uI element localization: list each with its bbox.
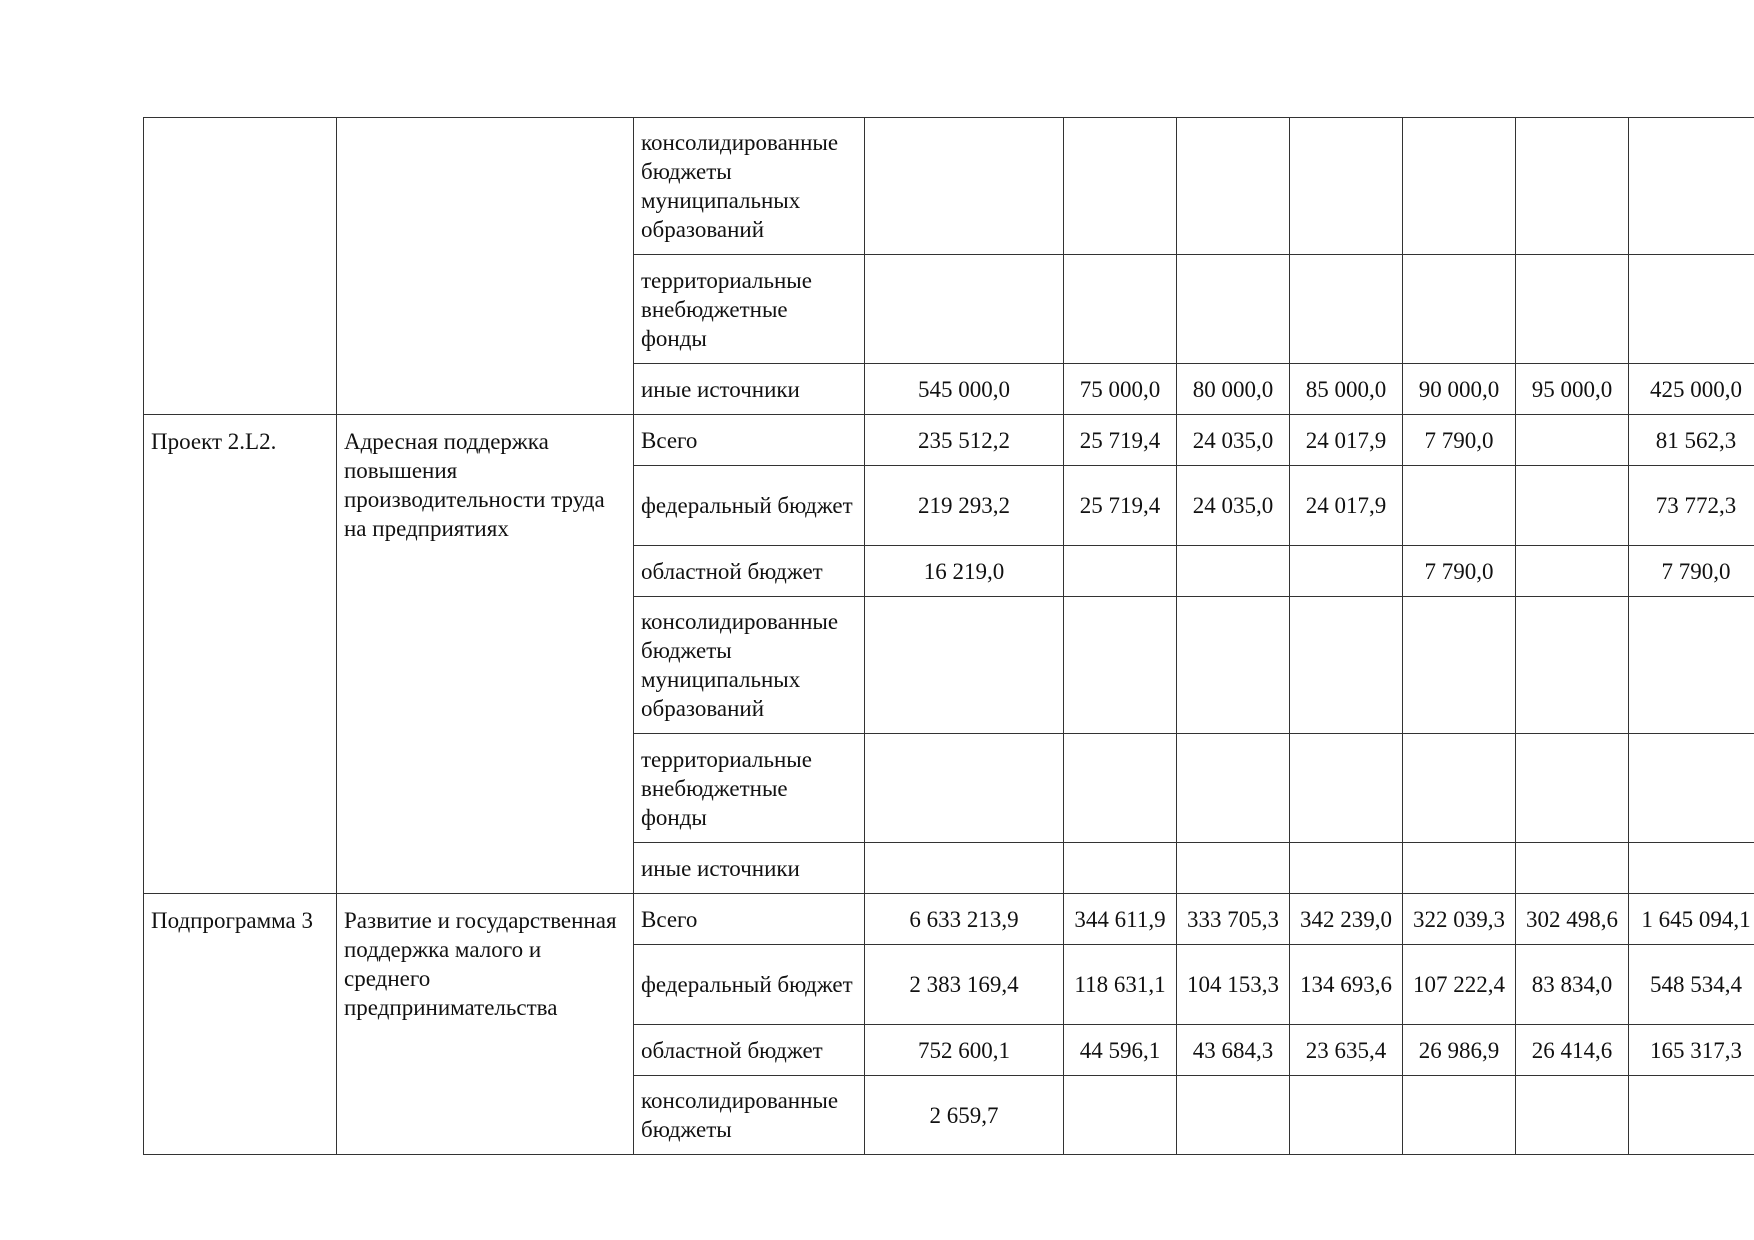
value-cell: 24 035,0 (1177, 466, 1290, 546)
value-cell (865, 118, 1064, 255)
project-name-cell: Адресная поддержка повышения производительности труда на предприятиях (337, 415, 634, 894)
value-cell (1064, 546, 1177, 597)
value-cell: 81 562,3 (1629, 415, 1754, 466)
value-cell: 83 834,0 (1516, 945, 1629, 1025)
value-cell: 26 986,9 (1403, 1025, 1516, 1076)
value-cell (1177, 1076, 1290, 1155)
value-cell (1516, 597, 1629, 734)
value-cell: 25 719,4 (1064, 466, 1177, 546)
value-cell (1516, 118, 1629, 255)
value-cell (1629, 255, 1754, 364)
value-cell (1403, 597, 1516, 734)
value-cell: 302 498,6 (1516, 894, 1629, 945)
value-cell: 73 772,3 (1629, 466, 1754, 546)
value-cell (1064, 255, 1177, 364)
value-cell: 90 000,0 (1403, 364, 1516, 415)
funding-source-cell: Всего (634, 415, 865, 466)
value-cell (1177, 843, 1290, 894)
value-cell (1629, 734, 1754, 843)
value-cell: 344 611,9 (1064, 894, 1177, 945)
funding-source-cell: консолидированные бюджеты муниципальных образований (634, 597, 865, 734)
value-cell (1290, 734, 1403, 843)
value-cell: 219 293,2 (865, 466, 1064, 546)
value-cell: 26 414,6 (1516, 1025, 1629, 1076)
value-cell (1516, 466, 1629, 546)
value-cell: 43 684,3 (1177, 1025, 1290, 1076)
value-cell: 104 153,3 (1177, 945, 1290, 1025)
funding-source-cell: территориальные внебюджетные фонды (634, 255, 865, 364)
value-cell (1403, 118, 1516, 255)
value-cell (1629, 597, 1754, 734)
value-cell (1290, 255, 1403, 364)
value-cell (1290, 597, 1403, 734)
funding-source-cell: Всего (634, 894, 865, 945)
value-cell: 7 790,0 (1629, 546, 1754, 597)
funding-source-cell: консолидированные бюджеты (634, 1076, 865, 1155)
value-cell (1403, 1076, 1516, 1155)
value-cell (1629, 843, 1754, 894)
value-cell: 2 383 169,4 (865, 945, 1064, 1025)
funding-source-cell: областной бюджет (634, 546, 865, 597)
budget-table (143, 117, 1754, 1155)
value-cell: 342 239,0 (1290, 894, 1403, 945)
value-cell: 25 719,4 (1064, 415, 1177, 466)
value-cell (1290, 843, 1403, 894)
value-cell (1516, 255, 1629, 364)
value-cell: 425 000,0 (1629, 364, 1754, 415)
value-cell (865, 843, 1064, 894)
value-cell: 24 035,0 (1177, 415, 1290, 466)
funding-source-cell: иные источники (634, 843, 865, 894)
value-cell: 23 635,4 (1290, 1025, 1403, 1076)
funding-source-cell: федеральный бюджет (634, 945, 865, 1025)
value-cell (1064, 118, 1177, 255)
funding-source-cell: федеральный бюджет (634, 466, 865, 546)
funding-source-cell: иные источники (634, 364, 865, 415)
value-cell: 24 017,9 (1290, 415, 1403, 466)
project-code-cell: Проект 2.L2. (144, 415, 337, 894)
value-cell: 44 596,1 (1064, 1025, 1177, 1076)
table-row (144, 118, 1754, 255)
value-cell (1064, 597, 1177, 734)
code-cell (144, 118, 337, 415)
value-cell (1516, 415, 1629, 466)
value-cell (1290, 546, 1403, 597)
value-cell (1290, 1076, 1403, 1155)
value-cell (1403, 255, 1516, 364)
value-cell: 24 017,9 (1290, 466, 1403, 546)
value-cell: 235 512,2 (865, 415, 1064, 466)
value-cell (1629, 1076, 1754, 1155)
value-cell (1290, 118, 1403, 255)
value-cell: 322 039,3 (1403, 894, 1516, 945)
value-cell (865, 597, 1064, 734)
value-cell: 118 631,1 (1064, 945, 1177, 1025)
value-cell: 7 790,0 (1403, 415, 1516, 466)
value-cell: 752 600,1 (865, 1025, 1064, 1076)
value-cell: 545 000,0 (865, 364, 1064, 415)
value-cell (1177, 546, 1290, 597)
value-cell: 548 534,4 (1629, 945, 1754, 1025)
value-cell (1064, 843, 1177, 894)
table-row (144, 415, 1754, 466)
value-cell: 75 000,0 (1064, 364, 1177, 415)
subprogram-code-cell: Подпрограмма 3 (144, 894, 337, 1155)
value-cell (1064, 1076, 1177, 1155)
value-cell (1516, 843, 1629, 894)
value-cell: 2 659,7 (865, 1076, 1064, 1155)
funding-source-cell: консолидированные бюджеты муниципальных образований (634, 118, 865, 255)
table-row (144, 894, 1754, 945)
value-cell (865, 255, 1064, 364)
name-cell (337, 118, 634, 415)
subprogram-name-cell: Развитие и государственная поддержка малого и среднего предпринимательства (337, 894, 634, 1155)
value-cell (1403, 843, 1516, 894)
value-cell: 85 000,0 (1290, 364, 1403, 415)
value-cell: 107 222,4 (1403, 945, 1516, 1025)
value-cell (1177, 255, 1290, 364)
funding-source-cell: территориальные внебюджетные фонды (634, 734, 865, 843)
value-cell (1403, 466, 1516, 546)
value-cell: 7 790,0 (1403, 546, 1516, 597)
value-cell (1064, 734, 1177, 843)
value-cell: 134 693,6 (1290, 945, 1403, 1025)
table-body (144, 118, 1754, 1155)
funding-source-cell: областной бюджет (634, 1025, 865, 1076)
value-cell (1177, 734, 1290, 843)
value-cell (1177, 118, 1290, 255)
value-cell: 80 000,0 (1177, 364, 1290, 415)
value-cell (1516, 546, 1629, 597)
value-cell: 95 000,0 (1516, 364, 1629, 415)
value-cell: 6 633 213,9 (865, 894, 1064, 945)
value-cell: 333 705,3 (1177, 894, 1290, 945)
value-cell (1403, 734, 1516, 843)
value-cell (1629, 118, 1754, 255)
value-cell: 16 219,0 (865, 546, 1064, 597)
value-cell (1516, 734, 1629, 843)
value-cell (1516, 1076, 1629, 1155)
value-cell: 1 645 094,1 (1629, 894, 1754, 945)
value-cell: 165 317,3 (1629, 1025, 1754, 1076)
value-cell (1177, 597, 1290, 734)
value-cell (865, 734, 1064, 843)
